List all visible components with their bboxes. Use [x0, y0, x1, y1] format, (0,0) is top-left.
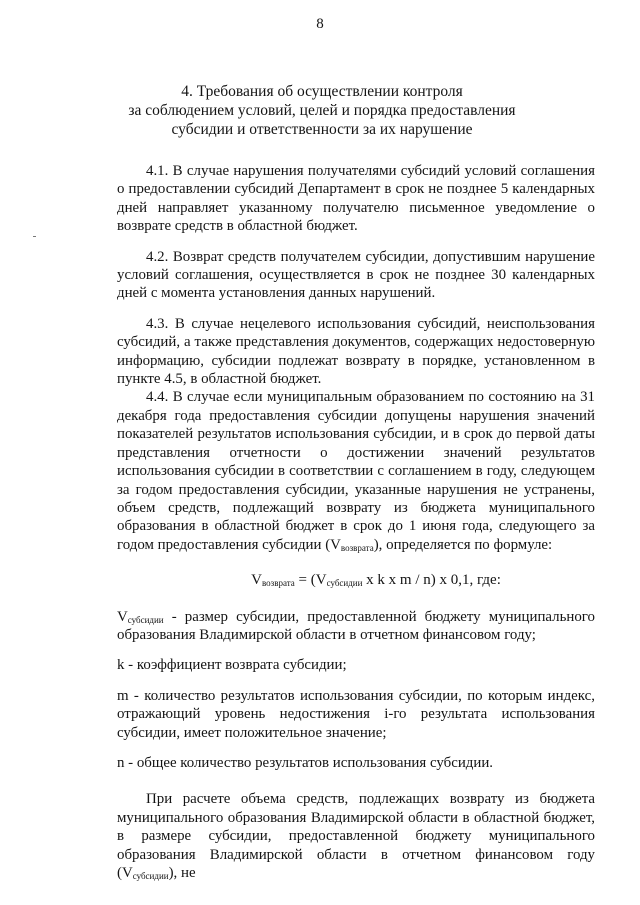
final-paragraph: При расчете объема средств, подлежащих возврату из бюджета муниципального образования Владимирской области в областной бюджет, в размере субсидии, предоставленной бюджету муниципального образования Владимирской области в отчетном финансовом году $(V_{субсидии})$, не: [117, 791, 595, 881]
section-heading: [116, 82, 528, 139]
definition-k: k - коэффициент возврата субсидии;: [117, 657, 347, 674]
paragraph-4-4: [117, 388, 595, 554]
paragraph-4-4-tail: ), определяется по формуле:: [373, 536, 553, 553]
heading-line-2: за соблюдением условий, целей и порядка предоставления: [128, 102, 516, 119]
document-body: [117, 162, 595, 882]
paragraph-4-1: 4.1. В случае нарушения получателями субсидий условий соглашения о предоставлении субсидий Департамент в срок не позднее 5 календарных дней направляет указанному получателю письменное уведомление о возврате средств в областной бюджет.: [117, 163, 595, 235]
page-number: 8: [316, 16, 324, 32]
heading-line-3: субсидии и ответственности за их нарушение: [171, 121, 473, 138]
paragraph-4-4-subscript: возврата: [340, 542, 374, 553]
definition-n: n - общее количество результатов использования субсидии.: [117, 754, 494, 771]
definition-v-subsidy: $V_{субсидии}$ - размер субсидии, предоставленной бюджету муниципального образования Владимирской области в отчетном финансовом году;: [117, 608, 595, 643]
paragraph-4-3: 4.3. В случае нецелевого использования субсидий, неиспользования субсидий, а также представления документов, содержащих недостоверную информацию, субсидии подлежат возврату в порядке, установленном в пункте 4.5, в областной бюджет.: [117, 315, 595, 388]
definition-m: m - количество результатов использования субсидии, по которым индекс, отражающий уровень недостижения i-го результата использования субсидии, имеет положительное значение;: [117, 687, 595, 741]
paragraph-4-4-main: 4.4. В случае если муниципальным образованием по состоянию на 31 декабря года предоставления субсидии допущены нарушения значений показателей результатов использования субсидии, и в срок до первой даты представления отчетности о достижении значений результатов использования субсидии в соответствии с соглашением в году, следующем за годом предоставления субсидии, указанные нарушения не устранены, объем средств, подлежащий возврату из бюджета муниципального образования в областной бюджет в срок до 1 июня года, следующего за годом предоставления субсидии (V: [117, 389, 595, 553]
paragraph-4-2: 4.2. Возврат средств получателем субсидии, допустившим нарушение условий соглашения, осуществляется в срок не позднее 30 календарных дней с момента установления данных нарушений.: [117, 248, 595, 302]
margin-mark: [33, 236, 36, 237]
heading-line-1: 4. Требования об осуществлении контроля: [181, 83, 463, 100]
return-formula: $V_{возврата} = (V_{субсидии}$ x k x m / n) x 0,1, где:: [251, 572, 501, 589]
